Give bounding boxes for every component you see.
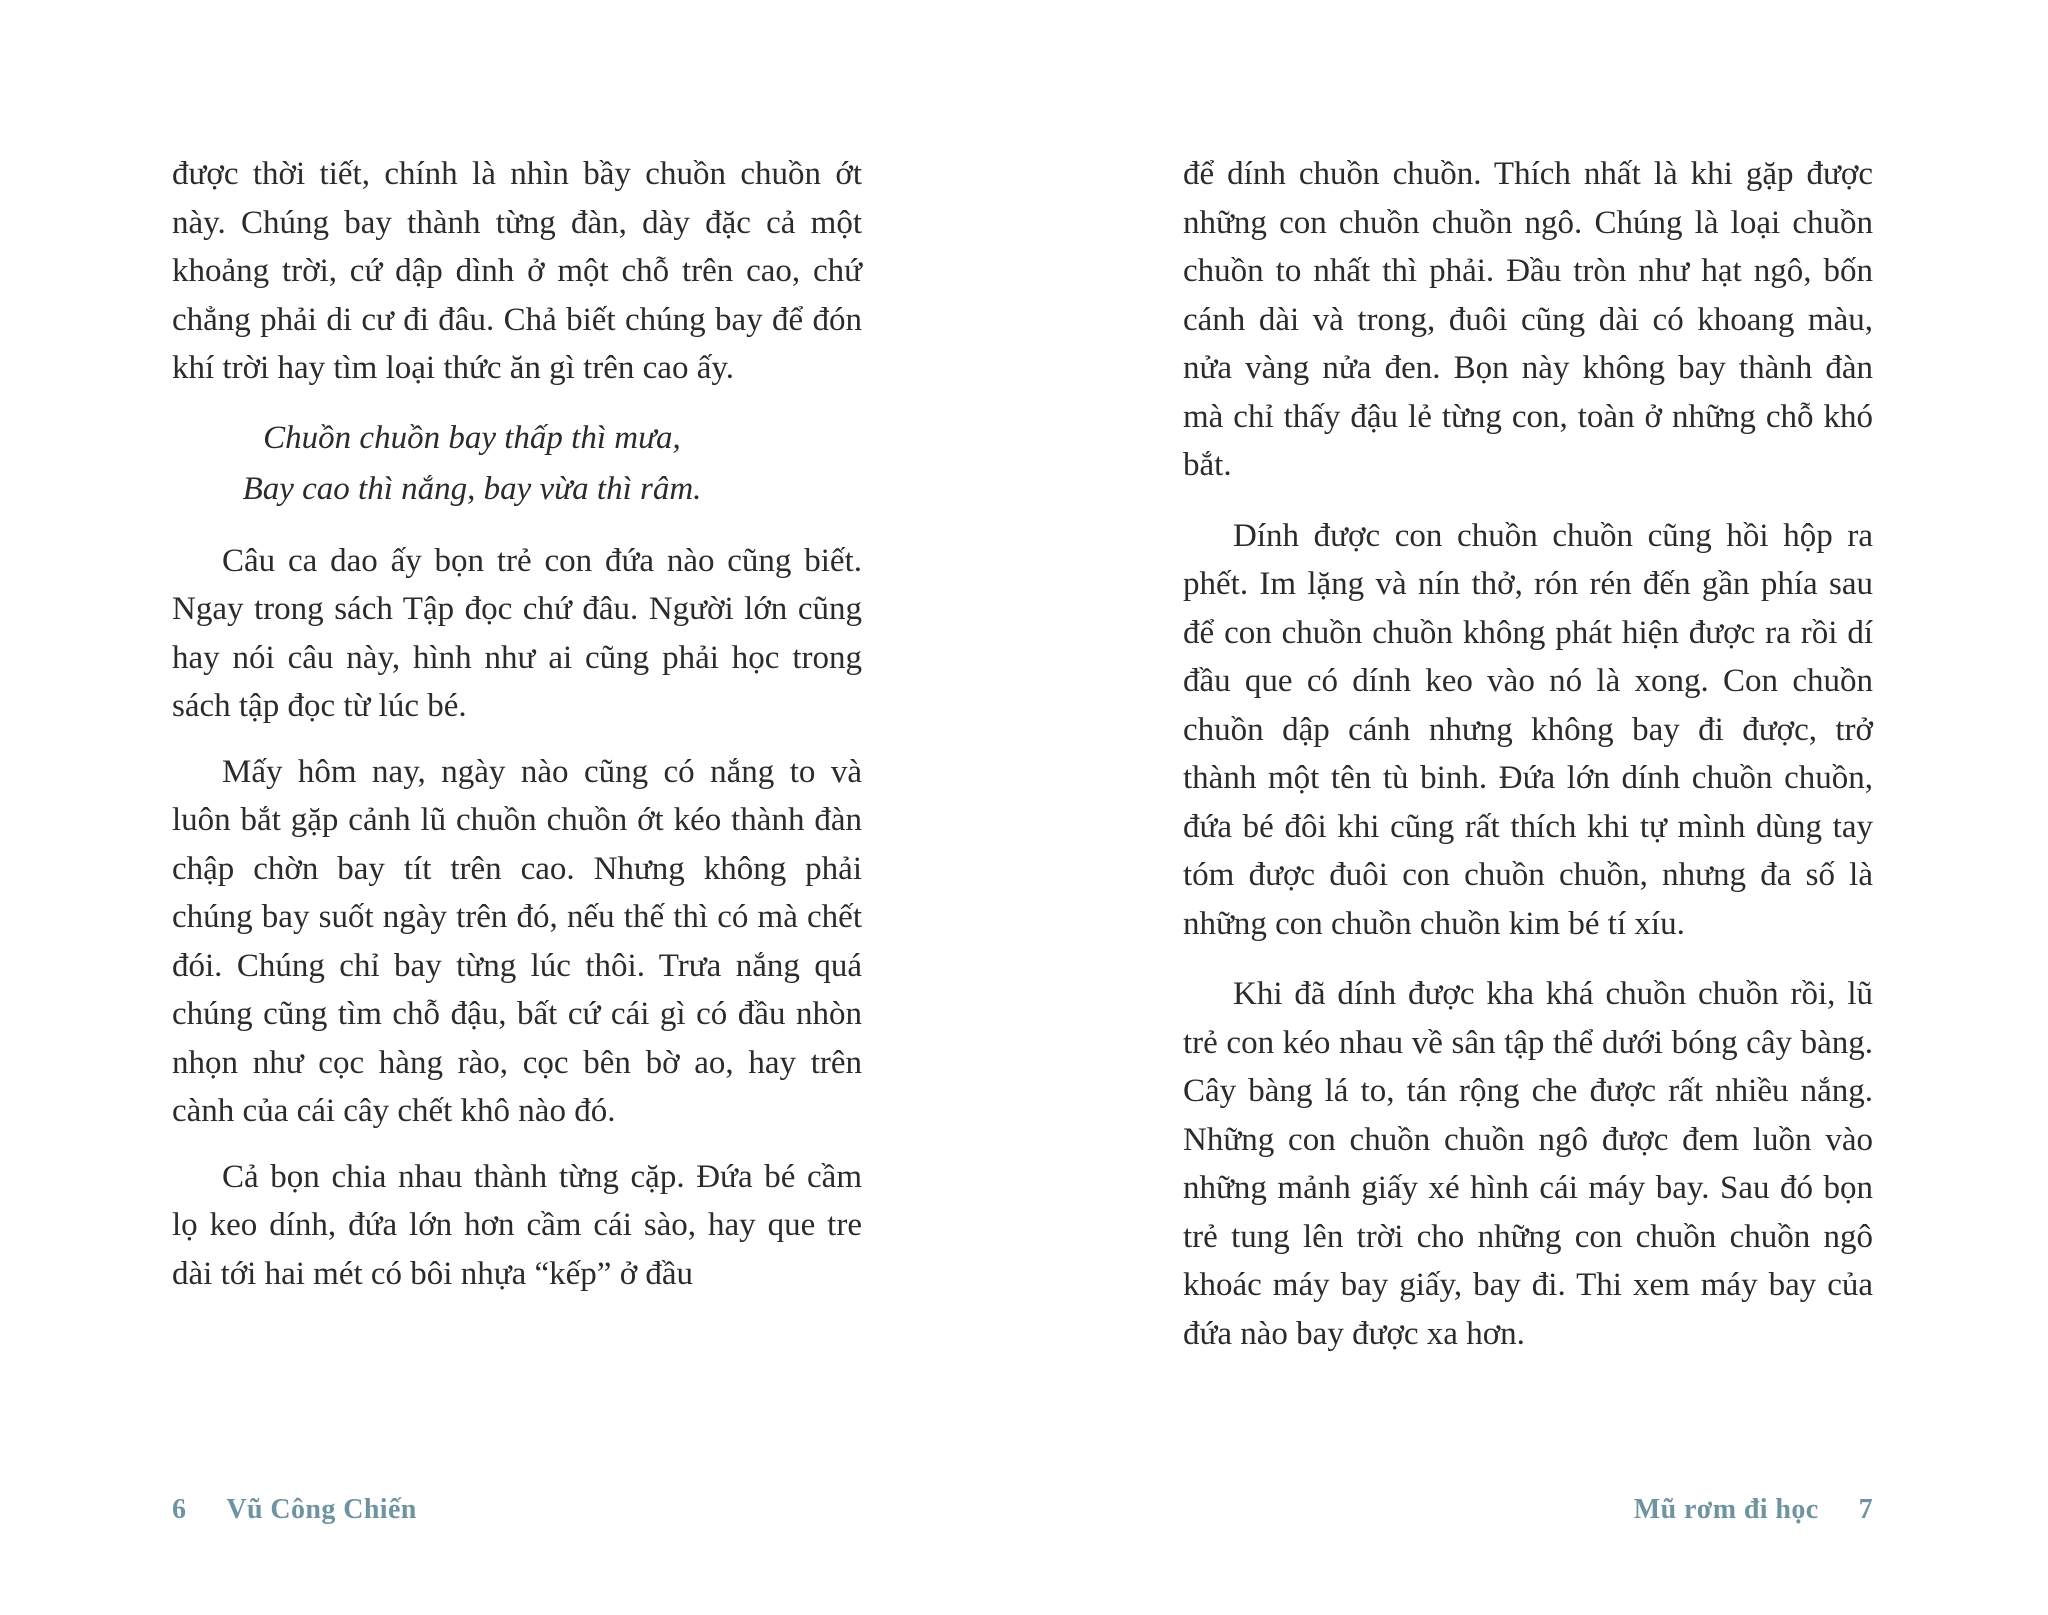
left-footer-author: Vũ Công Chiến [226,1494,417,1525]
right-page-text-column [1183,150,1873,1380]
left-paragraph-1: được thời tiết, chính là nhìn bầy chuồn chuồn ớt này. Chúng bay thành từng đàn, dày đặc cả một khoảng trời, cứ dập dình ở một chỗ trên cao, chứ chẳng phải di cư đi đâu. Chả biết chúng bay để đón khí trời hay tìm loại thức ăn gì trên cao ấy. [172,156,862,386]
verse-line-2: Bay cao thì nắng, bay vừa thì râm. [242,470,702,507]
left-page-text-column [172,150,862,1298]
left-paragraph-4: Cả bọn chia nhau thành từng cặp. Đứa bé cầm lọ keo dính, đứa lớn hơn cầm cái sào, hay que tre dài tới hai mét có bôi nhựa “kếp” ở đầu [172,1158,862,1292]
right-page-number: 7 [1858,1494,1873,1525]
verse-line-1: Chuồn chuồn bay thấp thì mưa, [263,419,681,456]
right-paragraph-1: để dính chuồn chuồn. Thích nhất là khi gặp được những con chuồn chuồn ngô. Chúng là loại chuồn chuồn to nhất thì phải. Đầu tròn như hạt ngô, bốn cánh dài và trong, đuôi cũng dài có khoang màu, nửa vàng nửa đen. Bọn này không bay thành đàn mà chỉ thấy đậu lẻ từng con, toàn ở những chỗ khó bắt. [1183,156,1873,483]
right-paragraph-2: Dính được con chuồn chuồn cũng hồi hộp ra phết. Im lặng và nín thở, rón rén đến gần phía sau để con chuồn chuồn không phát hiện được ra rồi dí đầu que có dính keo vào nó là xong. Con chuồn chuồn dập cánh nhưng không bay đi được, trở thành một tên tù binh. Đứa lớn dính chuồn chuồn, đứa bé đôi khi cũng rất thích khi tự mình dùng tay tóm được đuôi con chuồn chuồn, nhưng đa số là những con chuồn chuồn kim bé tí xíu. [1183,517,1873,942]
right-footer-book-title: Mũ rơm đi học [1633,1494,1819,1525]
left-page-footer [172,1494,417,1526]
right-page-footer [1634,1494,1873,1526]
folk-verse-couplet [172,413,862,515]
left-paragraph-2: Câu ca dao ấy bọn trẻ con đứa nào cũng biết. Ngay trong sách Tập đọc chứ đâu. Người lớn cũng hay nói câu này, hình như ai cũng phải học trong sách tập đọc từ lúc bé. [172,542,862,724]
right-paragraph-3: Khi đã dính được kha khá chuồn chuồn rồi, lũ trẻ con kéo nhau về sân tập thể dưới bóng cây bàng. Cây bàng lá to, tán rộng che được rất nhiều nắng. Những con chuồn chuồn ngô được đem luồn vào những mảnh giấy xé hình cái máy bay. Sau đó bọn trẻ tung lên trời cho những con chuồn chuồn ngô khoác máy bay giấy, bay đi. Thi xem máy bay của đứa nào bay được xa hơn. [1183,976,1873,1352]
left-paragraph-3: Mấy hôm nay, ngày nào cũng có nắng to và luôn bắt gặp cảnh lũ chuồn chuồn ớt kéo thành đàn chập chờn bay tít trên cao. Nhưng không phải chúng bay suốt ngày trên đó, nếu thế thì có mà chết đói. Chúng chỉ bay từng lúc thôi. Trưa nắng quá chúng cũng tìm chỗ đậu, bất cứ cái gì có đầu nhòn nhọn như cọc hàng rào, cọc bên bờ ao, hay trên cành của cái cây chết khô nào đó. [172,753,862,1129]
left-page-number: 6 [172,1494,187,1525]
